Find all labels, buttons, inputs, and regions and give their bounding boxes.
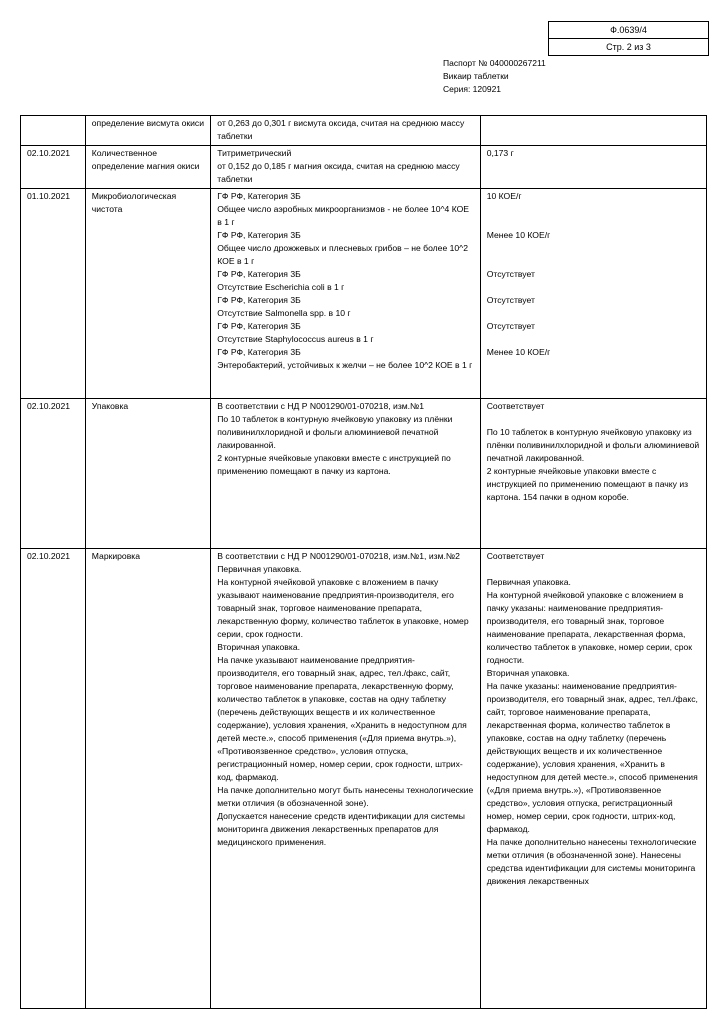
passport-header [443,57,546,96]
form-code: Ф.0639/4 [610,25,647,35]
result-line: По 10 таблеток в контурную ячейковую упаковку из плёнки поливинилхлоридной и фольги алюминиевой печатной лакированной. [486,427,700,463]
requirement-line: Отсутствие Escherichia coli в 1 г [217,282,345,292]
requirement-line: ГФ РФ, Категория 3Б [217,295,301,305]
requirement-line: Допускается нанесение средств идентификации для системы мониторинга движения лекарственных препаратов для медицинского применения. [217,811,465,847]
date-cell [21,116,86,146]
requirement-line: Энтеробактерий, устойчивых к желчи – не более 10^2 КОЕ в 1 г [217,360,473,370]
form-code-box [548,21,709,56]
requirement-line: На контурной ячейковой упаковке с вложением в пачку указывают наименование предприятия-производителя, его товарный знак, торговое наименование препарата, лекарственную форму, количество таблеток в упаковке, номер серии, срок годности. [217,577,469,639]
result-line: Соответствует [486,551,545,561]
product-name: Викаир таблетки [443,71,509,81]
requirement-cell [211,549,480,1009]
requirement-line: Первичная упаковка. [217,564,302,574]
page-number: Стр. 2 из 3 [549,38,708,55]
result-cell [480,189,706,399]
requirement-cell [211,399,480,549]
requirement-line: Отсутствие Salmonella spp. в 10 г [217,308,351,318]
test-name-cell: определение висмута окиси [85,116,210,146]
requirement-line: ГФ РФ, Категория 3Б [217,321,301,331]
result-cell [480,146,706,189]
result-cell [480,549,706,1009]
requirement-line: ГФ РФ, Категория 3Б [217,230,301,240]
requirement-line: На пачке указывают наименование предприятия-производителя, его товарный знак, адрес, тел./факс, сайт, торговое наименование препарата, лекарственную форму, количество таблеток в упаковке, состав на одну таблетку (перечень действующих веществ и их количественное содержание), условия хранения, «Хранить в недоступном для детей месте.», способ применения («Для приема внутрь.»), «Противоязвенное средство», условия отпуска, регистрационный номер, номер серии, срок годности, штрих-код, фармакод. [217,655,467,782]
test-name-cell: Маркировка [85,549,210,1009]
date-cell: 02.10.2021 [21,549,86,1009]
requirement-line: 2 контурные ячейковые упаковки вместе с инструкцией по применению помещают в пачку из картона. [217,453,451,476]
requirement-cell [211,189,480,399]
requirement-line: Общее число дрожжевых и плесневых грибов – не более 10^2 КОЕ в 1 г [217,243,468,266]
test-name-cell: Микробиологическая чистота [85,189,210,399]
result-line: Вторичная упаковка. [486,668,570,678]
result-line: 10 КОЕ/г [486,191,522,201]
requirement-line: По 10 таблеток в контурную ячейковую упаковку из плёнки поливинилхлоридной и фольги алюминиевой печатной лакированной. [217,414,453,450]
requirement-line: В соответствии с НД Р N001290/01-070218, изм.№1 [217,401,425,411]
requirement-line: На пачке дополнительно могут быть нанесены технологические метки отличия (в обозначенной зоне). [217,785,474,808]
requirement-line: Титриметрический [217,148,292,158]
date-cell: 02.10.2021 [21,399,86,549]
result-line: Отсутствует [486,295,535,305]
requirement-line: ГФ РФ, Категория 3Б [217,191,301,201]
analysis-table [20,115,707,1009]
result-line: На контурной ячейковой упаковке с вложением в пачку указаны: наименование предприятия-производителя, его товарный знак, торговое наименование препарата, лекарственная форма, количество таблеток в упаковке, номер серии, срок годности. [486,590,693,665]
requirement-line: ГФ РФ, Категория 3Б [217,269,301,279]
requirement-cell [211,116,480,146]
result-line: 2 контурные ячейковые упаковки вместе с инструкцией по применению помещают в пачку из картона. 154 пачки в одном коробе. [486,466,689,502]
result-line: Менее 10 КОЕ/г [486,230,551,240]
table-row [21,549,707,1009]
requirement-line: Общее число аэробных микроорганизмов - не более 10^4 КОЕ в 1 г [217,204,470,227]
result-cell [480,399,706,549]
requirement-line: В соответствии с НД Р N001290/01-070218, изм.№1, изм.№2 [217,551,460,561]
requirement-line: от 0,263 до 0,301 г висмута оксида, считая на среднюю массу таблетки [217,118,465,141]
result-line: На пачке дополнительно нанесены технологические метки отличия (в обозначенной зоне). Нанесены средства идентификации для системы мониторинга движения лекарственных [486,837,697,886]
result-line: Отсутствует [486,269,535,279]
test-name-cell: Количественное определение магния окиси [85,146,210,189]
requirement-line: ГФ РФ, Категория 3Б [217,347,301,357]
result-line: Соответствует [486,401,545,411]
date-cell: 01.10.2021 [21,189,86,399]
result-line: Отсутствует [486,321,535,331]
requirement-line: Вторичная упаковка. [217,642,300,652]
table-row [21,399,707,549]
requirement-line: Отсутствие Staphylococcus aureus в 1 г [217,334,374,344]
series-number: Серия: 120921 [443,84,502,94]
passport-number: Паспорт № 040000267211 [443,58,546,68]
table-row [21,189,707,399]
table-row [21,146,707,189]
date-cell: 02.10.2021 [21,146,86,189]
table-row [21,116,707,146]
result-line: Первичная упаковка. [486,577,571,587]
requirement-line: от 0,152 до 0,185 г магния оксида, считая на среднюю массу таблетки [217,161,460,184]
test-name-cell: Упаковка [85,399,210,549]
result-line: На пачке указаны: наименование предприятия-производителя, его товарный знак, адрес, тел./факс, сайт, торговое наименование препарата, лекарственная форма, количество таблеток в упаковке, состав на одну таблетку (перечень действующих веществ и их количественное содержание), условия хранения, «Хранить в недоступном для детей месте.», способ применения («Для приема внутрь.»), «Противоязвенное средство», условия отпуска, регистрационный номер, номер серии, срок годности, штрих-код, фармакод. [486,681,698,834]
result-cell [480,116,706,146]
requirement-cell [211,146,480,189]
result-line: Менее 10 КОЕ/г [486,347,551,357]
result-line: 0,173 г [486,148,514,158]
